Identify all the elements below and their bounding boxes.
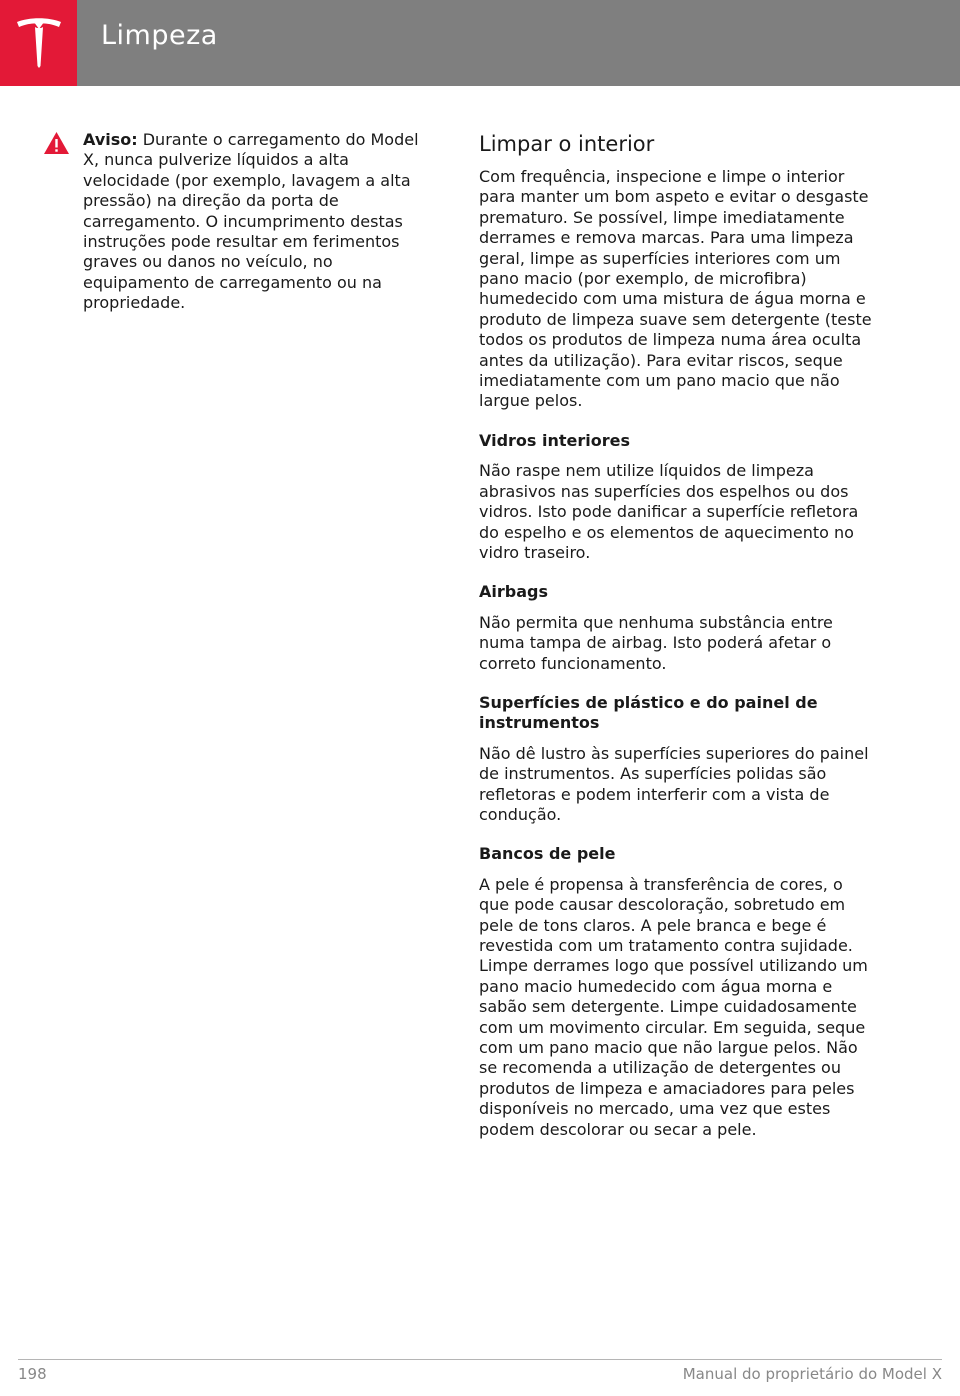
tesla-logo-icon: [15, 18, 63, 68]
subsection-title-plastic-dashboard: Superfícies de plástico e do painel de instrumentos: [479, 692, 818, 733]
warning-text: Durante o carregamento do Model X, nunca pulverize líquidos a alta velocidade (por exemplo, lavagem a alta pressão) na direção da porta de carregamento. O incumprimento destas instruções pode resultar em ferimentos graves ou danos no veículo, no equipamento de carregamento ou na propriedade.: [83, 130, 419, 313]
page-number: 198: [18, 1365, 47, 1383]
page-header: [0, 0, 960, 86]
interior-cleaning-section: [479, 130, 874, 1140]
subsection-title-interior-glass: Vidros interiores: [479, 430, 631, 450]
footer-divider: [18, 1359, 942, 1360]
warning-triangle-icon: [43, 131, 70, 155]
warning-label: Aviso:: [83, 130, 138, 149]
warning-paragraph: [83, 130, 428, 314]
section-title: Limpar o interior: [479, 132, 655, 156]
subsection-title-airbags: Airbags: [479, 582, 548, 602]
subsection-text-leather-seats: A pele é propensa à transferência de cores, o que pode causar descoloração, sobretudo em pele de tons claros. A pele branca e bege é revestida com um tratamento contra sujidade. Limpe derrames logo que possível utilizando um pano macio humedecido com água morna e sabão sem detergente. Limpe cuidadosamente com um movimento circular. Em seguida, seque com um pano macio que não largue pelos. Não se recomenda a utilização de detergentes ou produtos de limpeza e amaciadores para peles disponíveis no mercado, uma vez que estes podem descolorar ou secar a pele.: [479, 874, 868, 1139]
subsection-text-plastic-dashboard: Não dê lustro às superfícies superiores do painel de instrumentos. As superfícies polidas são refletoras e podem interferir com a vista de condução.: [479, 743, 869, 824]
manual-title: Manual do proprietário do Model X: [682, 1365, 942, 1383]
subsection-text-interior-glass: Não raspe nem utilize líquidos de limpeza abrasivos nas superfícies dos espelhos ou dos vidros. Isto pode danificar a superfície refletora do espelho e os elementos de aquecimento no vidro traseiro.: [479, 461, 859, 562]
brand-logo: [0, 0, 77, 86]
page-title: Limpeza: [101, 20, 218, 51]
subsection-text-airbags: Não permita que nenhuma substância entre numa tampa de airbag. Isto poderá afetar o correto funcionamento.: [479, 612, 833, 673]
warning-block: [83, 130, 428, 314]
section-intro: Com frequência, inspecione e limpe o interior para manter um bom aspeto e evitar o desgaste prematuro. Se possível, limpe imediatamente derrames e remova marcas. Para uma limpeza geral, limpe as superfícies interiores com um pano macio (por exemplo, de microfibra) humedecido com uma mistura de água morna e produto de limpeza suave sem detergente (teste todos os produtos de limpeza numa área oculta antes da utilização). Para evitar riscos, seque imediatamente com um pano macio que não largue pelos.: [479, 167, 872, 411]
subsection-title-leather-seats: Bancos de pele: [479, 844, 616, 864]
